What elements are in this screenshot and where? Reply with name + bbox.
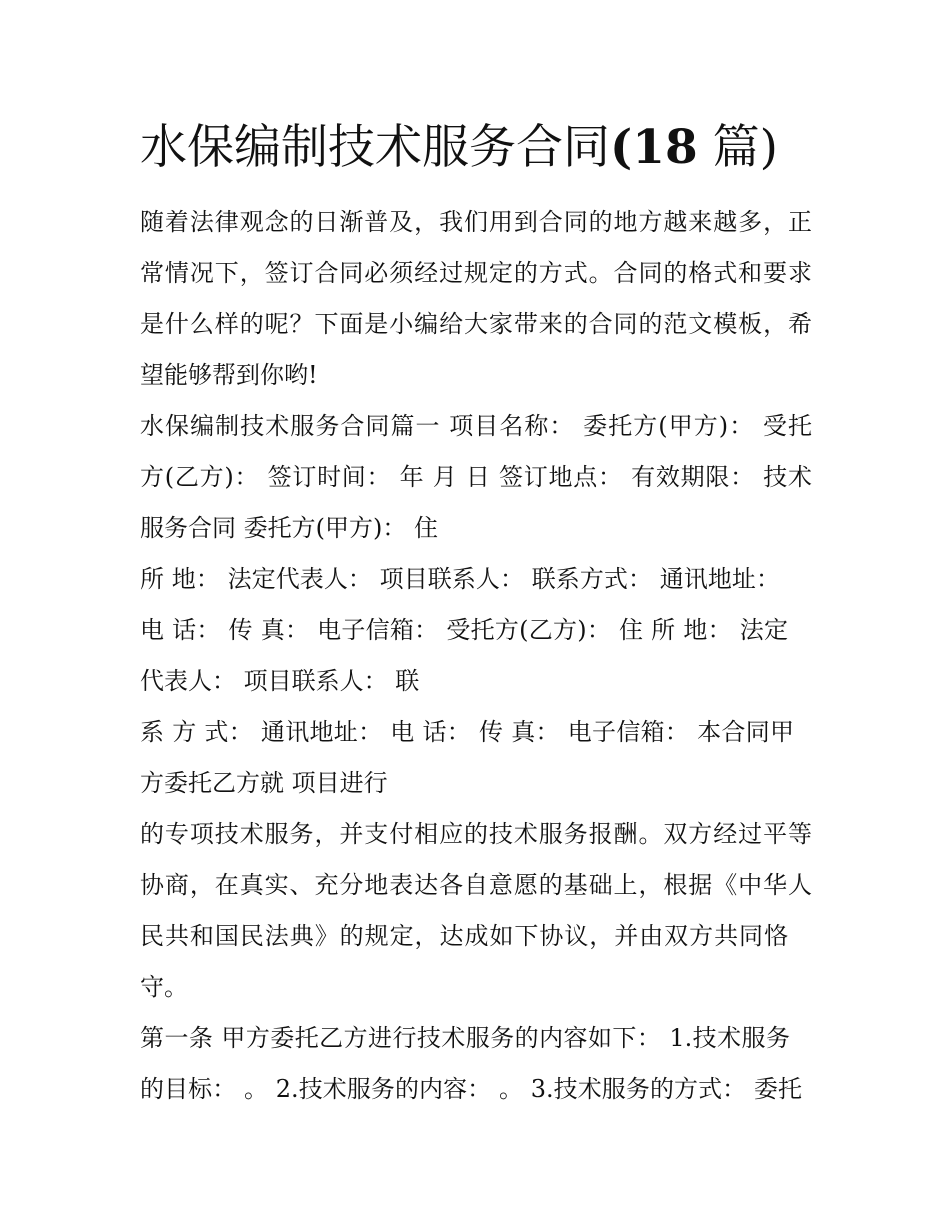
paragraph-line: 民共和国民法典》的规定，达成如下协议，并由双方共同恪 — [140, 922, 788, 950]
paragraph-line: 是什么样的呢？下面是小编给大家带来的合同的范文模板，希 — [140, 310, 812, 338]
paragraph-line: 守。 — [140, 973, 188, 1001]
paragraph-line: 服务合同 委托方(甲方)： 住 — [140, 514, 438, 542]
paragraph-line: 第一条 甲方委托乙方进行技术服务的内容如下： 1.技术服务 — [140, 1024, 790, 1052]
paragraph-line: 电 话： 传 真： 电子信箱： 受托方(乙方)： 住 所 地： 法定 — [140, 616, 788, 644]
document-title — [140, 118, 778, 178]
paragraph-line: 随着法律观念的日渐普及，我们用到合同的地方越来越多，正 — [140, 208, 812, 236]
paragraph-line: 系 方 式： 通讯地址： 电 话： 传 真： 电子信箱： 本合同甲 — [140, 718, 794, 746]
paragraph-line: 方(乙方)： 签订时间： 年 月 日 签订地点： 有效期限： 技术 — [140, 463, 812, 491]
paragraph-line: 代表人： 项目联系人： 联 — [140, 667, 420, 695]
paragraph-line: 方委托乙方就 项目进行 — [140, 769, 388, 797]
paragraph-line: 所 地： 法定代表人： 项目联系人： 联系方式： 通讯地址： — [140, 565, 780, 593]
paragraph-line: 望能够帮到你哟! — [140, 361, 318, 389]
paragraph-line: 的专项技术服务，并支付相应的技术服务报酬。双方经过平等 — [140, 820, 812, 848]
title-main: 水保编制技术服务合同 — [140, 120, 610, 175]
paragraph-line: 水保编制技术服务合同篇一 项目名称： 委托方(甲方)： 受托 — [140, 412, 812, 440]
title-count: (18 — [610, 120, 698, 175]
paragraph-line: 常情况下，签订合同必须经过规定的方式。合同的格式和要求 — [140, 259, 812, 287]
paragraph-line: 的目标： 。 2.技术服务的内容： 。 3.技术服务的方式： 委托 — [140, 1075, 802, 1103]
paragraph-line: 协商，在真实、充分地表达各自意愿的基础上，根据《中华人 — [140, 871, 812, 899]
title-unit: 篇) — [697, 120, 778, 175]
